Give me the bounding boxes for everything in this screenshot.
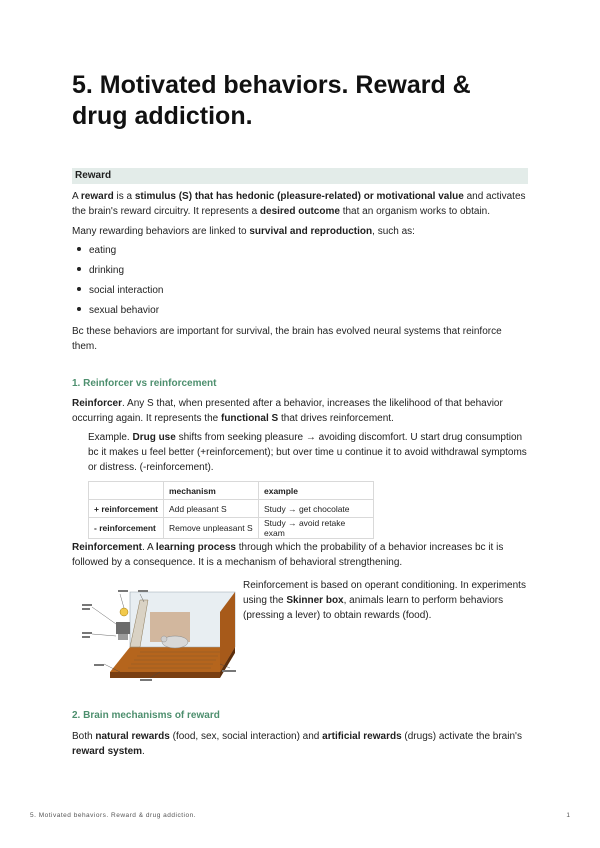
table-header-cell: mechanism <box>164 482 259 500</box>
list-item: eating <box>77 243 116 258</box>
light-bulb <box>120 608 128 616</box>
food-dispenser <box>116 622 130 634</box>
skinner-box-illustration <box>80 572 240 682</box>
reward-definition: A reward is a stimulus (S) that has hedonic (pleasure-related) or motivational value and activates the brain's reward circuitry. It represents a desired outcome that an organism works to obtain. <box>72 191 526 217</box>
rat-head <box>161 636 167 642</box>
drug-use-example: Example. Drug use shifts from seeking pleasure → avoiding discomfort. U start drug consumption bc it makes u feel better (+reinforcement); but over time u continue it to avoid withdrawal symptoms or distress. (-reinforcement). <box>88 432 527 473</box>
list-item: social interaction <box>77 283 163 298</box>
list-item: sexual behavior <box>77 303 159 318</box>
list-item: drinking <box>77 263 124 278</box>
table-row <box>89 500 374 518</box>
heading-brain-mechanisms: 2. Brain mechanisms of reward <box>72 710 220 721</box>
footer-title: 5. Motivated behaviors. Reward & drug addiction. <box>30 812 196 819</box>
section-heading-reward: Reward <box>72 168 528 184</box>
table-header-row <box>89 482 374 500</box>
table-cell: Add pleasant S <box>164 500 259 518</box>
heading-reinforcer-vs-reinforcement: 1. Reinforcer vs reinforcement <box>72 378 217 389</box>
rewarding-behaviors-intro: Many rewarding behaviors are linked to survival and reproduction, such as: <box>72 226 415 237</box>
table-cell: Study → avoid retake exam <box>259 518 374 539</box>
reinforcement-table <box>88 481 374 539</box>
table-header-cell <box>89 482 164 500</box>
reward-system-paragraph: Both natural rewards (food, sex, social interaction) and artificial rewards (drugs) activate the brain's reward system. <box>72 731 522 757</box>
lever <box>118 634 128 640</box>
table-cell: Study → get chocolate <box>259 500 374 518</box>
survival-paragraph: Bc these behaviors are important for survival, the brain has evolved neural systems that reinforce them. <box>72 326 502 352</box>
reinforcement-definition: Reinforcement. A learning process through which the probability of a behavior increases bc it is followed by a consequence. It is a mechanism of behavioral strengthening. <box>72 542 504 568</box>
table-cell: + reinforcement <box>89 500 164 518</box>
table-row <box>89 518 374 539</box>
table-header-cell: example <box>259 482 374 500</box>
page-title: 5. Motivated behaviors. Reward & drug addiction. <box>72 71 471 130</box>
page-number: 1 <box>566 812 570 819</box>
skinner-box-description: Reinforcement is based on operant conditioning. In experiments using the Skinner box, animals learn to perform behaviors (pressing a lever) to obtain rewards (food). <box>243 580 526 621</box>
reinforcer-definition: Reinforcer. Any S that, when presented after a behavior, increases the likelihood of that behavior occurring again. It represents the functional S that drives reinforcement. <box>72 398 503 424</box>
table-cell: - reinforcement <box>89 518 164 539</box>
table-cell: Remove unpleasant S <box>164 518 259 539</box>
box-base-front <box>110 672 220 678</box>
